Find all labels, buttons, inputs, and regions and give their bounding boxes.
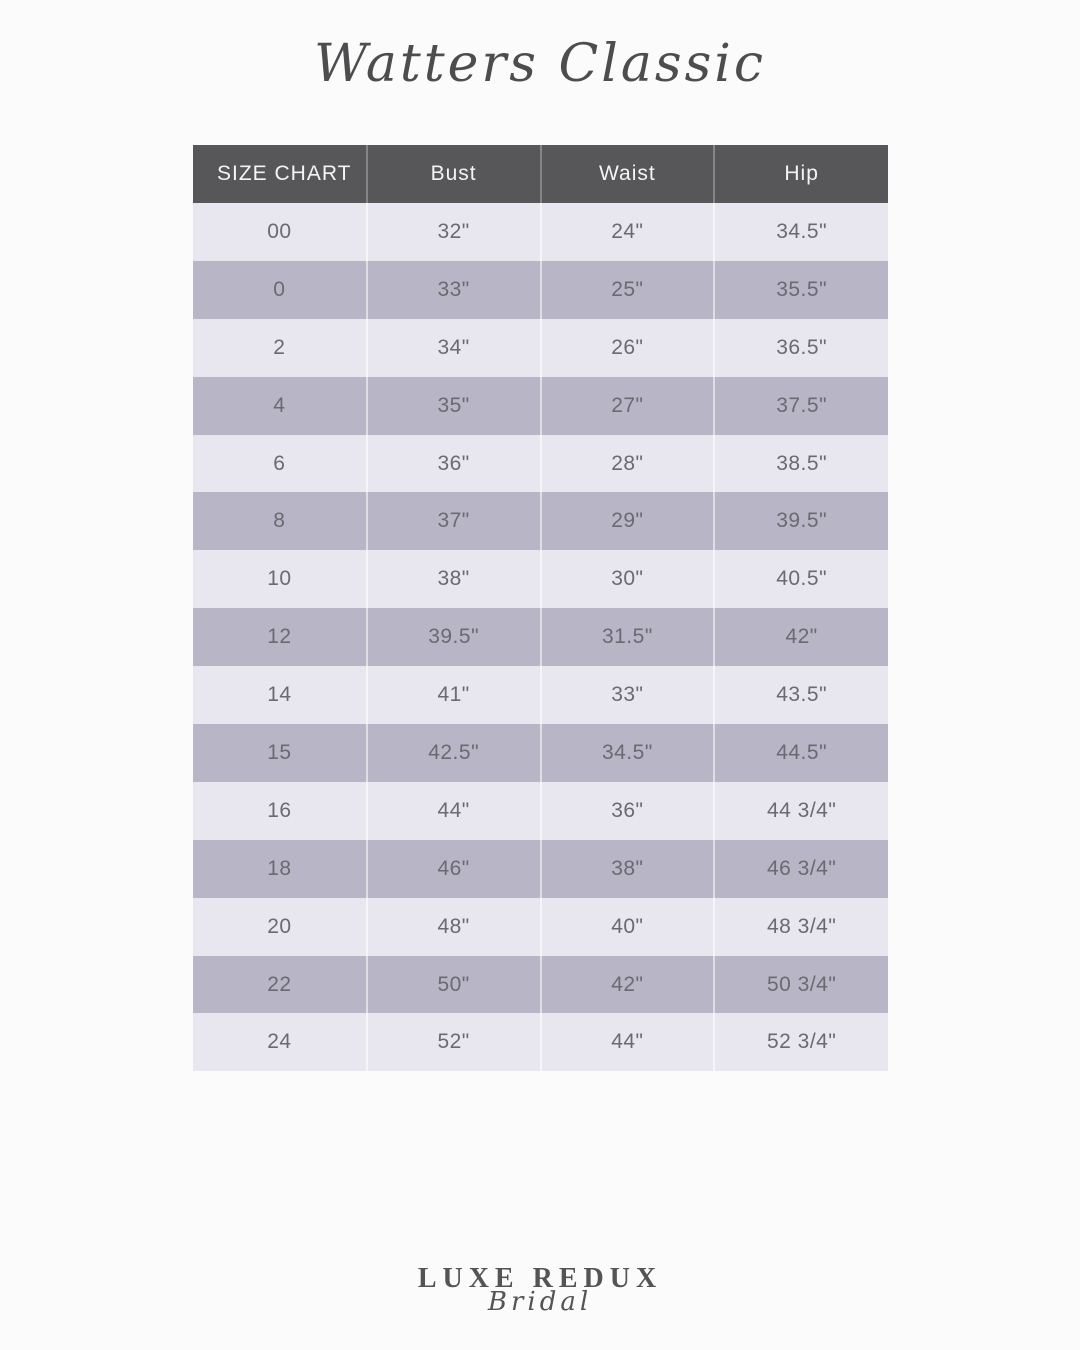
luxe-redux-logo	[0, 1263, 1080, 1317]
cell-bust: 32"	[367, 203, 541, 261]
table-row	[193, 261, 888, 319]
table-row	[193, 898, 888, 956]
cell-size: 20	[193, 898, 367, 956]
table-row	[193, 956, 888, 1014]
cell-size: 8	[193, 492, 367, 550]
table-row	[193, 1013, 888, 1071]
cell-waist: 24"	[541, 203, 715, 261]
cell-size: 22	[193, 956, 367, 1014]
cell-hip: 37.5"	[714, 377, 888, 435]
table-row	[193, 666, 888, 724]
cell-bust: 42.5"	[367, 724, 541, 782]
table-row	[193, 203, 888, 261]
table-header	[193, 145, 888, 203]
cell-waist: 44"	[541, 1013, 715, 1071]
header-waist: Waist	[541, 145, 715, 203]
cell-bust: 35"	[367, 377, 541, 435]
cell-waist: 27"	[541, 377, 715, 435]
cell-size: 12	[193, 608, 367, 666]
table-row	[193, 782, 888, 840]
cell-size: 14	[193, 666, 367, 724]
header-row	[193, 145, 888, 203]
table-row	[193, 319, 888, 377]
cell-bust: 39.5"	[367, 608, 541, 666]
cell-bust: 48"	[367, 898, 541, 956]
logo-script: Bridal	[487, 1287, 593, 1317]
size-chart-table-container	[193, 145, 888, 1071]
cell-bust: 41"	[367, 666, 541, 724]
cell-hip: 44 3/4"	[714, 782, 888, 840]
header-bust: Bust	[367, 145, 541, 203]
cell-hip: 38.5"	[714, 435, 888, 493]
cell-size: 2	[193, 319, 367, 377]
cell-waist: 29"	[541, 492, 715, 550]
cell-waist: 40"	[541, 898, 715, 956]
cell-size: 10	[193, 550, 367, 608]
table-row	[193, 724, 888, 782]
size-table-body	[193, 203, 888, 1071]
table-row	[193, 608, 888, 666]
cell-waist: 26"	[541, 319, 715, 377]
cell-hip: 35.5"	[714, 261, 888, 319]
cell-hip: 39.5"	[714, 492, 888, 550]
cell-bust: 50"	[367, 956, 541, 1014]
cell-hip: 43.5"	[714, 666, 888, 724]
cell-bust: 52"	[367, 1013, 541, 1071]
cell-bust: 46"	[367, 840, 541, 898]
table-row	[193, 840, 888, 898]
cell-hip: 44.5"	[714, 724, 888, 782]
cell-hip: 34.5"	[714, 203, 888, 261]
cell-size: 24	[193, 1013, 367, 1071]
size-chart-table	[193, 145, 888, 1071]
table-row	[193, 492, 888, 550]
cell-bust: 37"	[367, 492, 541, 550]
cell-bust: 34"	[367, 319, 541, 377]
cell-size: 0	[193, 261, 367, 319]
cell-hip: 48 3/4"	[714, 898, 888, 956]
cell-hip: 42"	[714, 608, 888, 666]
cell-size: 00	[193, 203, 367, 261]
cell-size: 16	[193, 782, 367, 840]
cell-size: 18	[193, 840, 367, 898]
cell-hip: 52 3/4"	[714, 1013, 888, 1071]
cell-waist: 31.5"	[541, 608, 715, 666]
cell-size: 4	[193, 377, 367, 435]
cell-waist: 30"	[541, 550, 715, 608]
cell-waist: 34.5"	[541, 724, 715, 782]
cell-hip: 36.5"	[714, 319, 888, 377]
cell-hip: 40.5"	[714, 550, 888, 608]
cell-bust: 38"	[367, 550, 541, 608]
table-row	[193, 377, 888, 435]
cell-waist: 28"	[541, 435, 715, 493]
table-row	[193, 550, 888, 608]
cell-hip: 50 3/4"	[714, 956, 888, 1014]
page-title: Watters Classic	[313, 34, 767, 94]
cell-waist: 25"	[541, 261, 715, 319]
cell-waist: 36"	[541, 782, 715, 840]
cell-waist: 33"	[541, 666, 715, 724]
cell-waist: 42"	[541, 956, 715, 1014]
table-row	[193, 435, 888, 493]
header-size-chart: SIZE CHART	[193, 145, 367, 203]
cell-size: 6	[193, 435, 367, 493]
cell-size: 15	[193, 724, 367, 782]
cell-waist: 38"	[541, 840, 715, 898]
cell-bust: 33"	[367, 261, 541, 319]
cell-bust: 44"	[367, 782, 541, 840]
logo-wordmark: LUXE REDUX	[417, 1263, 663, 1294]
header-hip: Hip	[714, 145, 888, 203]
cell-hip: 46 3/4"	[714, 840, 888, 898]
cell-bust: 36"	[367, 435, 541, 493]
